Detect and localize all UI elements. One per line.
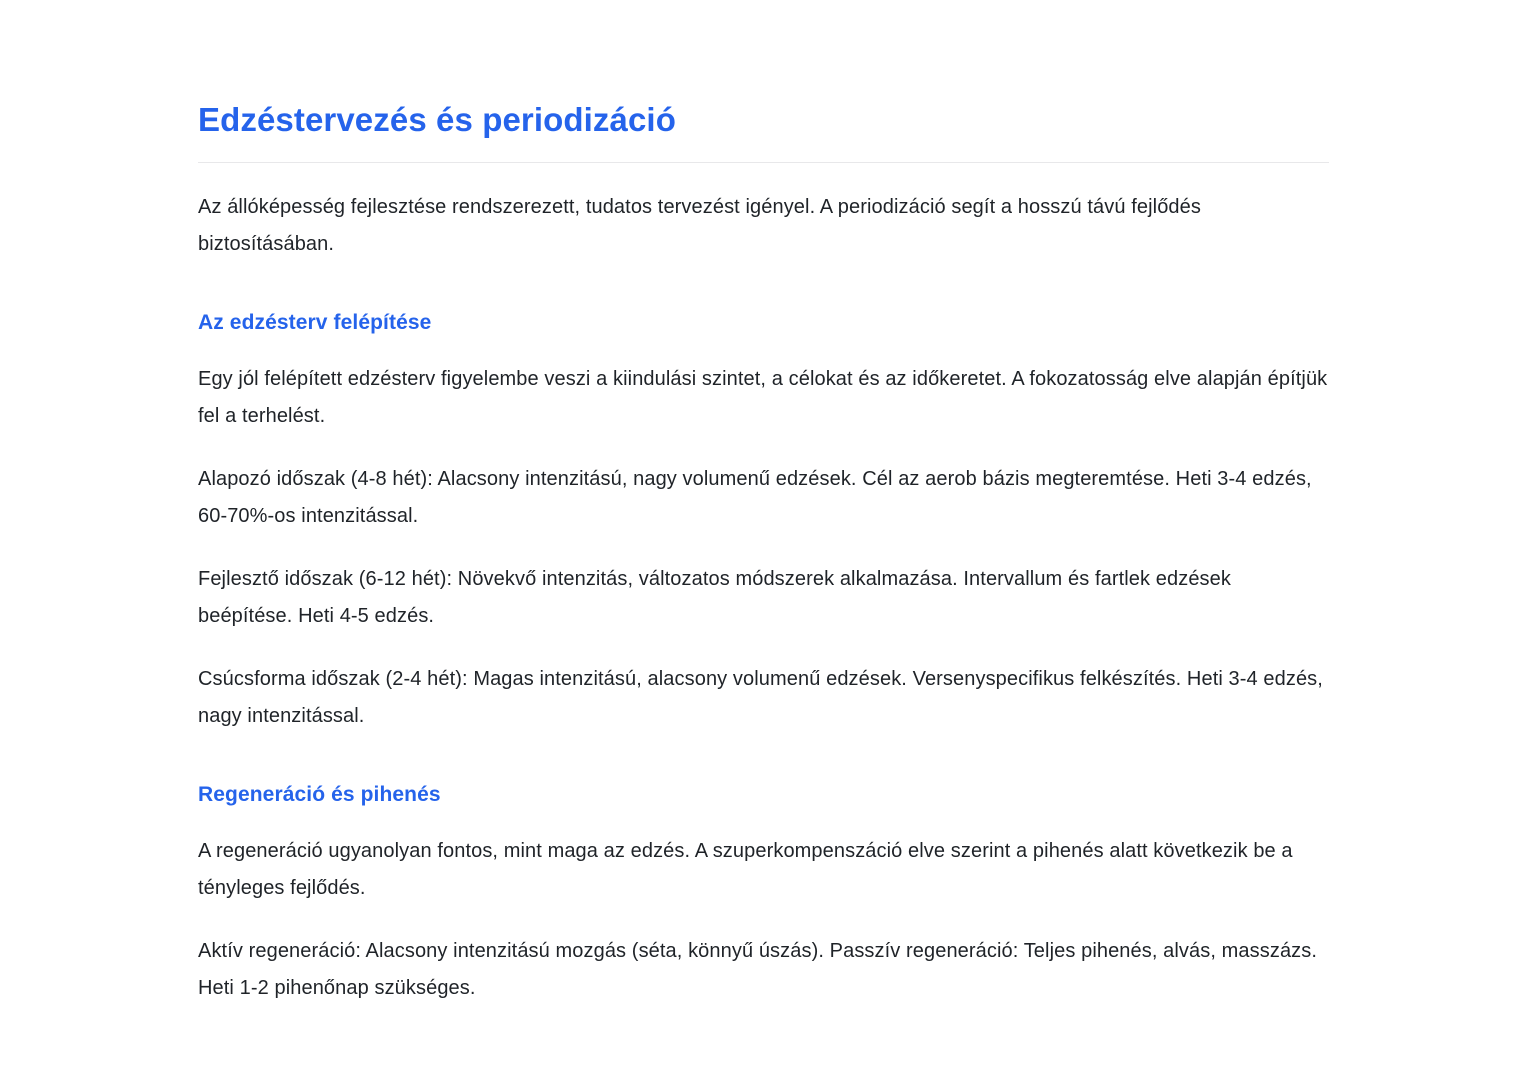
paragraph: Csúcsforma időszak (2-4 hét): Magas intenzitású, alacsony volumenű edzések. Versenyspecifikus felkészítés. Heti 3-4 edzés, nagy intenzitással. — [198, 668, 1323, 727]
paragraph: Fejlesztő időszak (6-12 hét): Növekvő intenzitás, változatos módszerek alkalmazása. Intervallum és fartlek edzések beépítése. Heti 4-5 edzés. — [198, 568, 1231, 627]
intro-paragraph: Az állóképesség fejlesztése rendszerezett, tudatos tervezést igényel. A periodizáció segít a hosszú távú fejlődés biztosításában. — [198, 196, 1201, 255]
page-title: Edzéstervezés és periodizáció — [198, 100, 1329, 163]
paragraph: Egy jól felépített edzésterv figyelembe veszi a kiindulási szintet, a célokat és az időkeretet. A fokozatosság elve alapján építjük fel a terhelést. — [198, 368, 1328, 427]
paragraph: A regeneráció ugyanolyan fontos, mint maga az edzés. A szuperkompenszáció elve szerint a pihenés alatt következik be a tényleges fejlődés. — [198, 840, 1293, 899]
section-heading-regeneration: Regeneráció és pihenés — [198, 783, 441, 806]
paragraph: Alapozó időszak (4-8 hét): Alacsony intenzitású, nagy volumenű edzések. Cél az aerob bázis megteremtése. Heti 3-4 edzés, 60-70%-os intenzitással. — [198, 468, 1312, 527]
section-heading-training-plan: Az edzésterv felépítése — [198, 311, 432, 334]
document — [198, 0, 1329, 1087]
paragraph: Aktív regeneráció: Alacsony intenzitású mozgás (séta, könnyű úszás). Passzív regeneráció: Teljes pihenés, alvás, masszázs. Heti 1-2 pihenőnap szükséges. — [198, 940, 1318, 999]
